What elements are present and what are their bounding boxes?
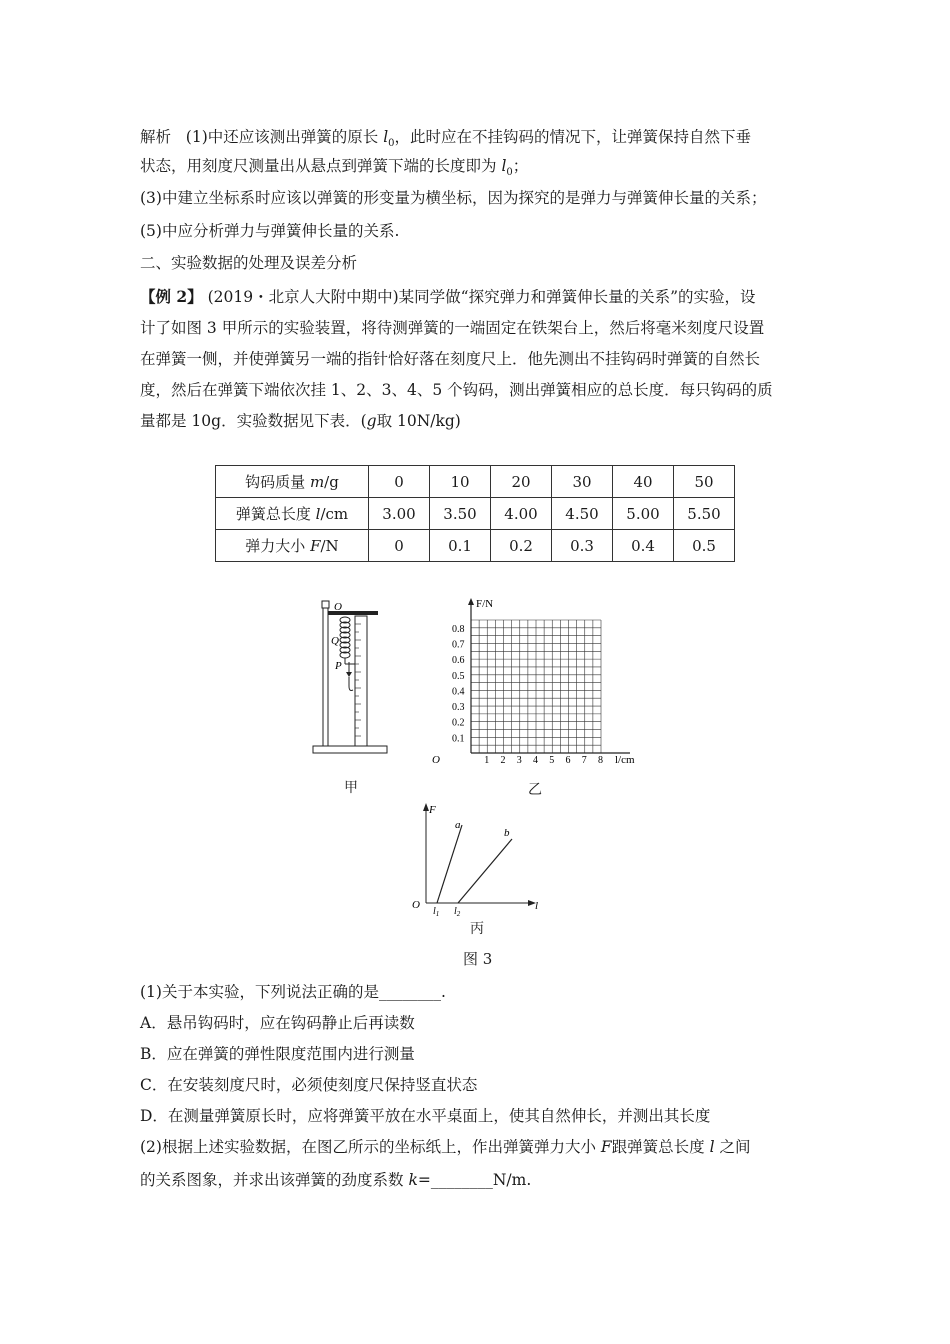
table-cell: 0.4 [613, 530, 674, 562]
table-row [216, 466, 735, 498]
yi-x-tick-label: 3 [516, 755, 522, 766]
question-2-line-2: 的关系图象，并求出该弹簧的劲度系数 k=________N/m. [140, 1171, 532, 1189]
analysis-line-4: (5)中应分析弹力与弹簧伸长量的关系. [140, 222, 400, 240]
yi-y-tick-label: 0.3 [452, 702, 465, 714]
yi-x-tick-label: 6 [565, 755, 571, 766]
figure-bing-lines [408, 797, 548, 919]
yi-y-tick-label: 0.2 [452, 717, 465, 729]
table-cell: 20 [491, 466, 552, 498]
yi-y-tick-label: 0.1 [452, 733, 465, 745]
jia-label-p: P [335, 660, 342, 672]
example-line-2: 计了如图 3 甲所示的实验装置，将待测弹簧的一端固定在铁架台上，然后将毫米刻度尺设置 [140, 319, 765, 337]
table-cell: 5.00 [613, 498, 674, 530]
analysis-line-2: 状态，用刻度尺测量出从悬点到弹簧下端的长度即为 $l_0$； [140, 157, 529, 179]
figure-yi-graph-paper [430, 595, 640, 771]
table-cell: 3.00 [369, 498, 430, 530]
figure-caption: 图 3 [463, 950, 493, 968]
figure-yi-caption: 乙 [528, 782, 542, 798]
bing-origin: O [412, 899, 420, 911]
table-cell: 0 [369, 530, 430, 562]
analysis-line-3: (3)中建立坐标系时应该以弹簧的形变量为横坐标，因为探究的是弹力与弹簧伸长量的关系； [140, 189, 767, 207]
yi-y-arrow [468, 598, 474, 605]
bing-label-a: a [455, 819, 461, 831]
table-cell: 0.3 [552, 530, 613, 562]
question-2-line-1: (2)根据上述实验数据，在图乙所示的坐标纸上，作出弹簧弹力大小 F跟弹簧总长度 l 之间 [140, 1138, 751, 1156]
analysis-line-1: 解析 (1)中还应该测出弹簧的原长 $l_0$，此时应在不挂钩码的情况下，让弹簧保持自然下垂 [140, 128, 752, 150]
table-cell: 0.1 [430, 530, 491, 562]
table-cell: 0.2 [491, 530, 552, 562]
table-cell: 30 [552, 466, 613, 498]
bing-y-axis-label: F [429, 804, 436, 816]
yi-y-tick-label: 0.8 [452, 623, 465, 635]
yi-x-axis-label: l/cm [615, 754, 635, 766]
yi-y-tick-label: 0.7 [452, 639, 465, 651]
figure-bing-caption: 丙 [470, 921, 484, 937]
bing-tick-l2: $l_2$ [454, 906, 461, 918]
table-row [216, 530, 735, 562]
table-cell: 4.00 [491, 498, 552, 530]
yi-x-tick-label: 4 [533, 755, 538, 766]
bing-tick-l1: $l_1$ [433, 906, 440, 918]
option-a: A．悬吊钩码时，应在钩码静止后再读数 [140, 1014, 415, 1032]
question-1: (1)关于本实验，下列说法正确的是________. [140, 983, 446, 1001]
yi-y-tick-label: 0.6 [452, 655, 465, 667]
data-table [215, 465, 735, 562]
table-cell: 50 [674, 466, 735, 498]
yi-y-tick-label: 0.4 [452, 686, 465, 698]
section-title: 二、实验数据的处理及误差分析 [140, 254, 358, 272]
option-b: B．应在弹簧的弹性限度范围内进行测量 [140, 1045, 415, 1063]
yi-x-tick-label: 1 [484, 755, 490, 766]
table-row-label: 钩码质量 m/g [216, 466, 369, 498]
yi-x-tick-label: 8 [598, 755, 603, 766]
jia-label-o: O [334, 601, 342, 613]
example-line-3: 在弹簧一侧，并使弹簧另一端的指针恰好落在刻度尺上．他先测出不挂钩码时弹簧的自然长 [140, 350, 761, 368]
bing-label-b: b [504, 827, 510, 839]
example-line-1: 【例 2】 (2019・北京人大附中期中)某同学做“探究弹力和弹簧伸长量的关系”的实验，设 [140, 287, 756, 306]
option-c: C．在安装刻度尺时，必须使刻度尺保持竖直状态 [140, 1076, 478, 1094]
bing-x-axis-label: l [535, 900, 539, 912]
figure-jia-apparatus [305, 598, 395, 756]
figure-jia-caption: 甲 [344, 780, 358, 796]
example-line-5: 量都是 10g．实验数据见下表．(g取 10N/kg) [140, 412, 461, 430]
analysis-label: 解析 [140, 128, 172, 146]
example-tag: 【例 2】 [140, 287, 203, 306]
bing-line-b [458, 839, 512, 903]
table-row [216, 498, 735, 530]
table-row-label: 弹簧总长度 l/cm [216, 498, 369, 530]
table-cell: 40 [613, 466, 674, 498]
yi-x-tick-label: 2 [500, 755, 506, 766]
table-cell: 3.50 [430, 498, 491, 530]
table-row-label: 弹力大小 F/N [216, 530, 369, 562]
table-cell: 10 [430, 466, 491, 498]
table-cell: 5.50 [674, 498, 735, 530]
table-cell: 0.5 [674, 530, 735, 562]
table-cell: 0 [369, 466, 430, 498]
yi-y-tick-label: 0.5 [452, 670, 465, 682]
example-line-4: 度，然后在弹簧下端依次挂 1、2、3、4、5 个钩码，测出弹簧相应的总长度．每只钩码的质 [140, 381, 773, 399]
yi-x-tick-label: 7 [581, 755, 587, 766]
yi-origin: O [432, 754, 440, 766]
option-d: D．在测量弹簧原长时，应将弹簧平放在水平桌面上，使其自然伸长，并测出其长度 [140, 1107, 711, 1125]
table-cell: 4.50 [552, 498, 613, 530]
jia-label-q: Q [331, 635, 339, 647]
yi-y-axis-label: F/N [476, 598, 494, 610]
yi-x-tick-label: 5 [549, 755, 555, 766]
bing-line-a [437, 825, 462, 903]
